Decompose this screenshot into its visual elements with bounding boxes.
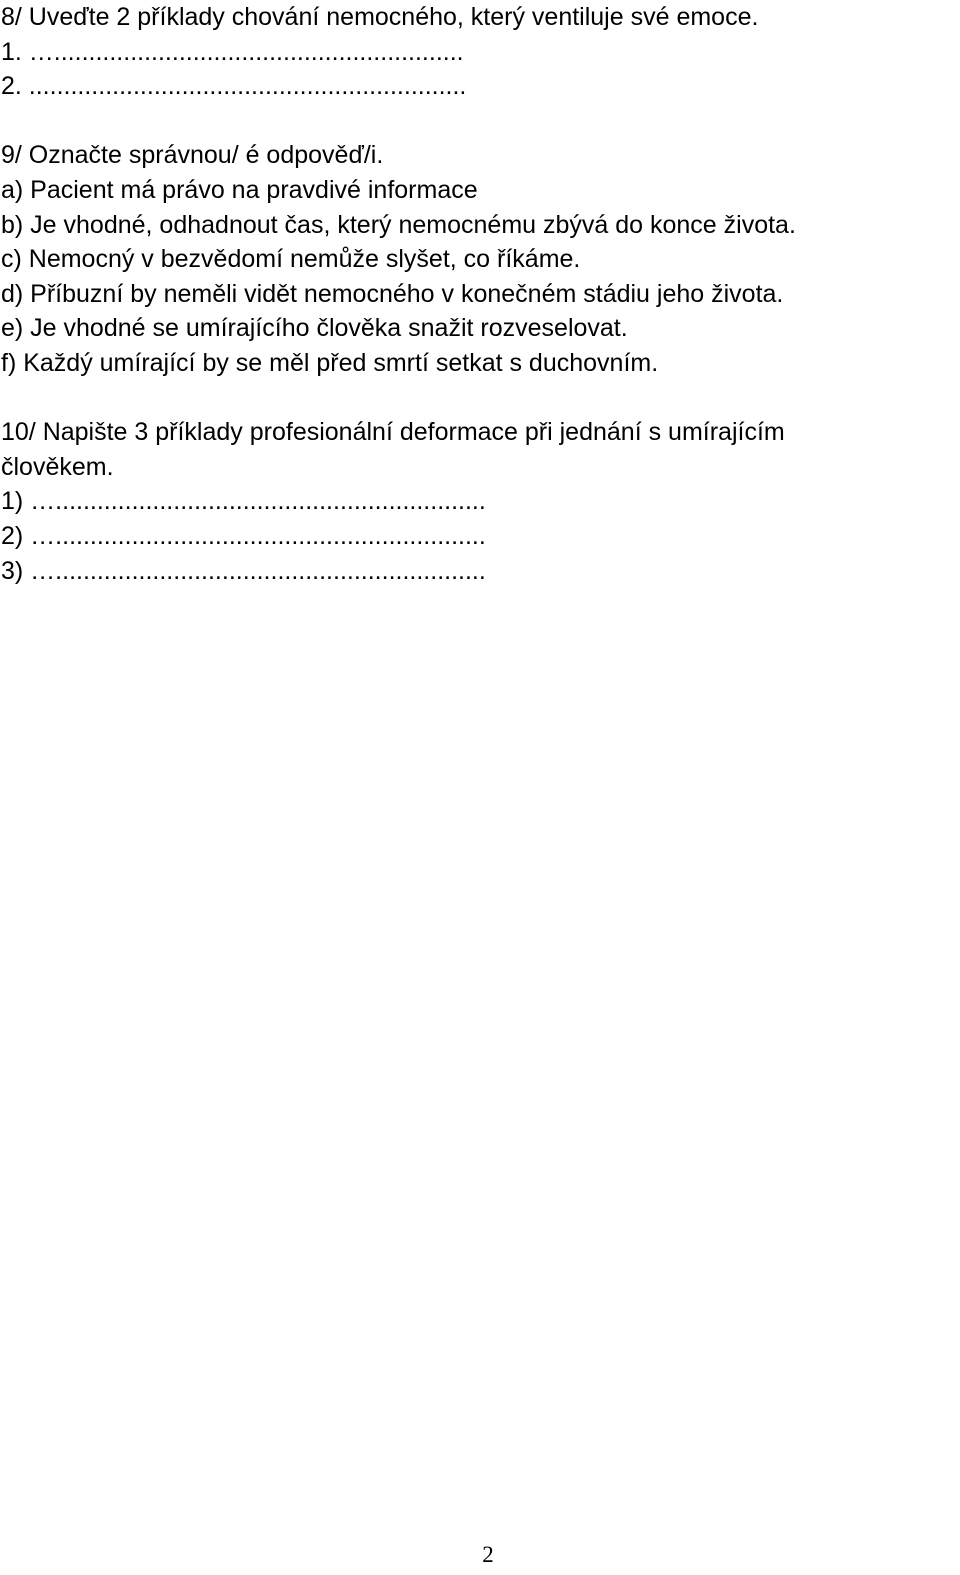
question-9-option-d: d) Příbuzní by neměli vidět nemocného v konečném stádiu jeho života. [1,279,784,308]
worksheet-content [1,0,956,588]
question-9-option-e: e) Je vhodné se umírajícího člověka snažit rozveselovat. [1,314,628,343]
question-10-prompt-line-1: 10/ Napište 3 příklady profesionální deformace při jednání s umírajícím [1,418,785,447]
question-10-answer-3: 3) ….............................................................. [1,556,486,585]
question-8-answer-2: 2. ............................................................... [1,72,467,101]
section-gap [1,381,956,416]
page-number: 2 [482,1542,494,1567]
question-10-prompt-line-2: člověkem. [1,452,114,481]
question-9-option-a: a) Pacient má právo na pravdivé informace [1,175,478,204]
question-10-answer-2: 2) ….............................................................. [1,521,486,550]
question-8-answer-1: 1. …........................................................... [1,37,464,66]
section-gap [1,104,956,139]
question-8-prompt: 8/ Uveďte 2 příklady chování nemocného, který ventiluje své emoce. [1,3,759,31]
page-footer [0,1541,960,1569]
question-10-answer-1: 1) ….............................................................. [1,487,486,516]
question-9-option-c: c) Nemocný v bezvědomí nemůže slyšet, co říkáme. [1,245,581,274]
question-9-option-f: f) Každý umírající by se měl před smrtí setkat s duchovním. [1,348,659,377]
question-9-prompt: 9/ Označte správnou/ é odpověď/i. [1,141,384,170]
question-9-option-b: b) Je vhodné, odhadnout čas, který nemocnému zbývá do konce života. [1,210,796,239]
